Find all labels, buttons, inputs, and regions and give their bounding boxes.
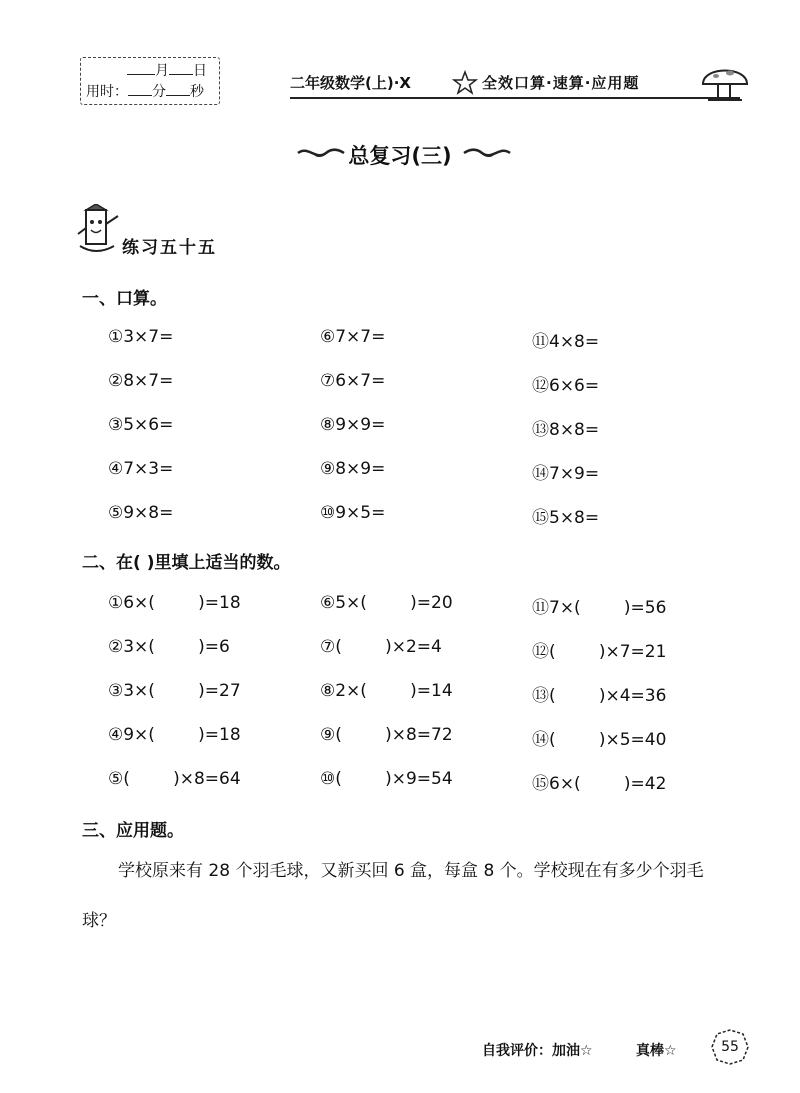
star-icon <box>452 70 478 96</box>
fill-item-11[interactable]: ⑪7×( )=56 <box>532 598 667 618</box>
fill-item-14[interactable]: ⑭( )×5=40 <box>532 730 667 750</box>
fill-item-6[interactable]: ⑥5×( )=20 <box>320 593 453 613</box>
page-title: 总复习(三) <box>348 144 452 168</box>
section2-title: 二、在( )里填上适当的数。 <box>82 553 291 573</box>
great-label[interactable]: 真棒☆ <box>636 1043 677 1059</box>
header-banner: 全效口算·速算·应用题 <box>482 74 640 92</box>
month-blank[interactable] <box>127 61 155 75</box>
section3-title: 三、应用题。 <box>82 821 184 841</box>
day-blank[interactable] <box>169 61 193 75</box>
time-label: 用时： <box>86 84 128 100</box>
oral-item-8: ⑧9×9= <box>320 415 386 435</box>
section1-title: 一、口算。 <box>82 289 167 309</box>
minute-label: 分 <box>152 84 166 100</box>
pencil-mascot-icon <box>76 204 124 258</box>
day-label: 日 <box>193 63 207 79</box>
word-problem: 学校原来有 28 个羽毛球，又新买回 6 盒，每盒 8 个。学校现在有多少个羽毛球？ <box>82 861 704 931</box>
header-rule <box>290 97 740 99</box>
oral-item-14: ⑭7×9= <box>532 464 600 484</box>
fill-item-7[interactable]: ⑦( )×2=4 <box>320 637 442 657</box>
oral-item-4: ④7×3= <box>108 459 174 479</box>
oral-item-1: ①3×7= <box>108 327 174 347</box>
fill-item-12[interactable]: ⑫( )×7=21 <box>532 642 667 662</box>
oral-item-12: ⑫6×6= <box>532 376 600 396</box>
oral-item-7: ⑦6×7= <box>320 371 386 391</box>
oral-item-10: ⑩9×5= <box>320 503 386 523</box>
fill-item-4[interactable]: ④9×( )=18 <box>108 725 241 745</box>
fill-item-3[interactable]: ③3×( )=27 <box>108 681 241 701</box>
oral-item-6: ⑥7×7= <box>320 327 386 347</box>
date-line <box>127 61 207 81</box>
fill-item-10[interactable]: ⑩( )×9=54 <box>320 769 453 789</box>
fill-item-13[interactable]: ⑬( )×4=36 <box>532 686 667 706</box>
fill-item-8[interactable]: ⑧2×( )=14 <box>320 681 453 701</box>
oral-item-15: ⑮5×8= <box>532 508 600 528</box>
page-number: 55 <box>721 1039 739 1055</box>
self-eval-label[interactable]: 自我评价：加油☆ <box>482 1043 593 1059</box>
oral-item-3: ③5×6= <box>108 415 174 435</box>
time-line <box>86 82 204 102</box>
minute-blank[interactable] <box>128 82 152 96</box>
fill-item-15[interactable]: ⑮6×( )=42 <box>532 774 667 794</box>
second-label: 秒 <box>190 84 204 100</box>
oral-item-11: ⑪4×8= <box>532 332 600 352</box>
book-title: 二年级数学(上)·X <box>290 74 411 92</box>
fill-item-1[interactable]: ①6×( )=18 <box>108 593 241 613</box>
date-time-box <box>80 57 220 105</box>
second-blank[interactable] <box>166 82 190 96</box>
month-label: 月 <box>155 63 169 79</box>
oral-item-13: ⑬8×8= <box>532 420 600 440</box>
right-ornament-icon <box>462 143 512 163</box>
fill-item-5[interactable]: ⑤( )×8=64 <box>108 769 241 789</box>
fill-item-9[interactable]: ⑨( )×8=72 <box>320 725 453 745</box>
oral-item-2: ②8×7= <box>108 371 174 391</box>
practice-label: 练习五十五 <box>122 238 217 258</box>
oral-item-9: ⑨8×9= <box>320 459 386 479</box>
fill-item-2[interactable]: ②3×( )=6 <box>108 637 230 657</box>
oral-item-5: ⑤9×8= <box>108 503 174 523</box>
